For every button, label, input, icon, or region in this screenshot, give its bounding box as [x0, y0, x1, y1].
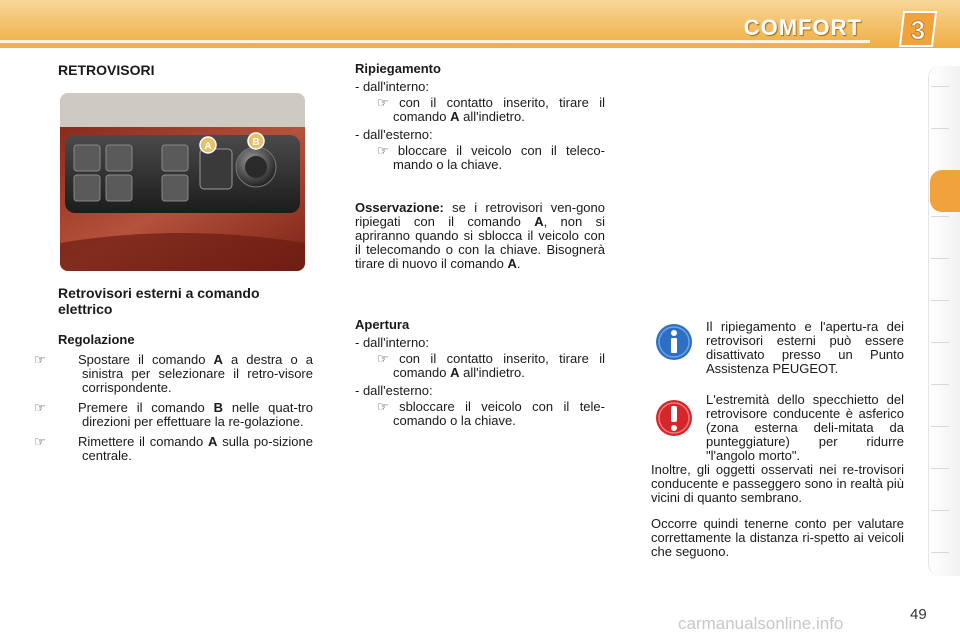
page-number: 49 — [910, 606, 927, 623]
control-key: A — [507, 256, 517, 271]
tab-divider — [931, 258, 949, 259]
warning-note: L'estremità dello specchietto del retrovisore conducente è asferico (zona esterna deli-mitata da punteggiature) per ridurre "l'angolo morto". — [706, 392, 904, 463]
regolazione-section — [34, 332, 313, 463]
chapter-number: 3 — [910, 15, 926, 45]
bullet-text: Spostare il comando — [78, 352, 214, 367]
instruction-text: all'indietro. — [459, 365, 525, 380]
pointing-hand-icon: ☞ — [34, 434, 46, 449]
bullet-text: sulla po-sizione centrale. — [82, 434, 313, 463]
from-outside-label: - dall'esterno: — [355, 127, 433, 142]
chapter-title: COMFORT — [743, 15, 862, 40]
page-header — [0, 0, 960, 48]
control-key: A — [208, 434, 218, 449]
osservazione-note — [355, 201, 605, 271]
watermark: carmanualsonline.info — [678, 614, 844, 633]
tab-divider — [931, 468, 949, 469]
instruction-item — [355, 400, 605, 428]
pointing-hand-icon: ☞ — [377, 95, 400, 110]
tab-divider — [931, 128, 949, 129]
door-control-photo — [60, 93, 305, 271]
pointing-hand-icon: ☞ — [34, 352, 46, 367]
tab-divider — [931, 342, 949, 343]
bullet-item — [34, 434, 313, 463]
note-text: , non si apriranno quando si sblocca il veicolo con il telecomando o con la chiave. Bisognerà tirare di nuovo il comando — [355, 214, 605, 271]
tab-divider — [931, 510, 949, 511]
bullet-text: nelle quat-tro direzioni per effettuare la re-golazione. — [82, 400, 313, 429]
note-label: Osservazione: — [355, 200, 444, 215]
mirror-caution-paragraph: Occorre quindi tenerne conto per valutare correttamente la distanza ri-spetto ai veicoli che seguono. — [651, 516, 904, 559]
apertura-title: Apertura — [355, 317, 410, 332]
chapter-tab-strip — [928, 66, 960, 576]
control-key: A — [450, 365, 460, 380]
control-key: A — [534, 214, 544, 229]
subsection-title: Retrovisori esterni a comando elettrico — [58, 285, 260, 317]
chapter-number-badge — [898, 8, 940, 50]
apertura-section — [355, 318, 605, 428]
tab-divider — [931, 86, 949, 87]
ripiegamento-title: Ripiegamento — [355, 61, 441, 76]
bullet-item — [34, 400, 313, 429]
tab-divider — [931, 300, 949, 301]
bullet-item — [34, 352, 313, 395]
bullet-text: Rimettere il comando — [78, 434, 209, 449]
info-note: Il ripiegamento e l'apertu-ra dei retrovisori esterni può essere disattivato presso un Punto Assistenza PEUGEOT. — [706, 319, 904, 376]
instruction-text: all'indietro. — [459, 109, 525, 124]
mirror-distance-paragraph: Inoltre, gli oggetti osservati nei re-trovisori conducente e passeggero sono in realtà più vicini di quanto sembrano. — [651, 462, 904, 505]
instruction-text: bloccare il veicolo con il teleco-mando o la chiave. — [393, 143, 605, 172]
instruction-item — [355, 96, 605, 124]
control-key: A — [450, 109, 460, 124]
tab-divider — [931, 552, 949, 553]
pointing-hand-icon: ☞ — [377, 143, 398, 158]
from-inside-label: - dall'interno: — [355, 79, 430, 94]
control-key: B — [213, 400, 224, 415]
info-icon — [654, 322, 694, 362]
regolazione-title: Regolazione — [58, 332, 135, 347]
section-title: RETROVISORI — [58, 62, 155, 78]
tab-divider — [931, 216, 949, 217]
note-text: se i retrovisori ven-gono ripiegati con il comando — [355, 200, 605, 229]
from-inside-label: - dall'interno: — [355, 335, 430, 350]
pointing-hand-icon: ☞ — [377, 351, 400, 366]
note-text: . — [516, 256, 521, 271]
label-a: A — [204, 141, 212, 152]
instruction-text: sbloccare il veicolo con il tele-comando o la chiave. — [393, 399, 605, 428]
pointing-hand-icon: ☞ — [377, 399, 400, 414]
header-stripe — [0, 40, 870, 43]
pointing-hand-icon: ☞ — [34, 400, 46, 415]
instruction-text: con il contatto inserito, tirare il comando — [393, 95, 605, 124]
tab-divider — [931, 426, 949, 427]
from-outside-label: - dall'esterno: — [355, 383, 433, 398]
tab-divider — [931, 384, 949, 385]
instruction-item — [355, 352, 605, 380]
instruction-text: con il contatto inserito, tirare il comando — [393, 351, 605, 380]
instruction-item — [355, 144, 605, 172]
ripiegamento-section — [355, 62, 605, 172]
label-b: B — [252, 137, 260, 148]
bullet-text: a destra o a sinistra per selezionare il retro-visore corrispondente. — [82, 352, 313, 395]
control-key: A — [213, 352, 223, 367]
chapter-tab-active[interactable] — [930, 170, 960, 212]
exclamation-icon — [654, 398, 694, 438]
bullet-text: Premere il comando — [78, 400, 214, 415]
